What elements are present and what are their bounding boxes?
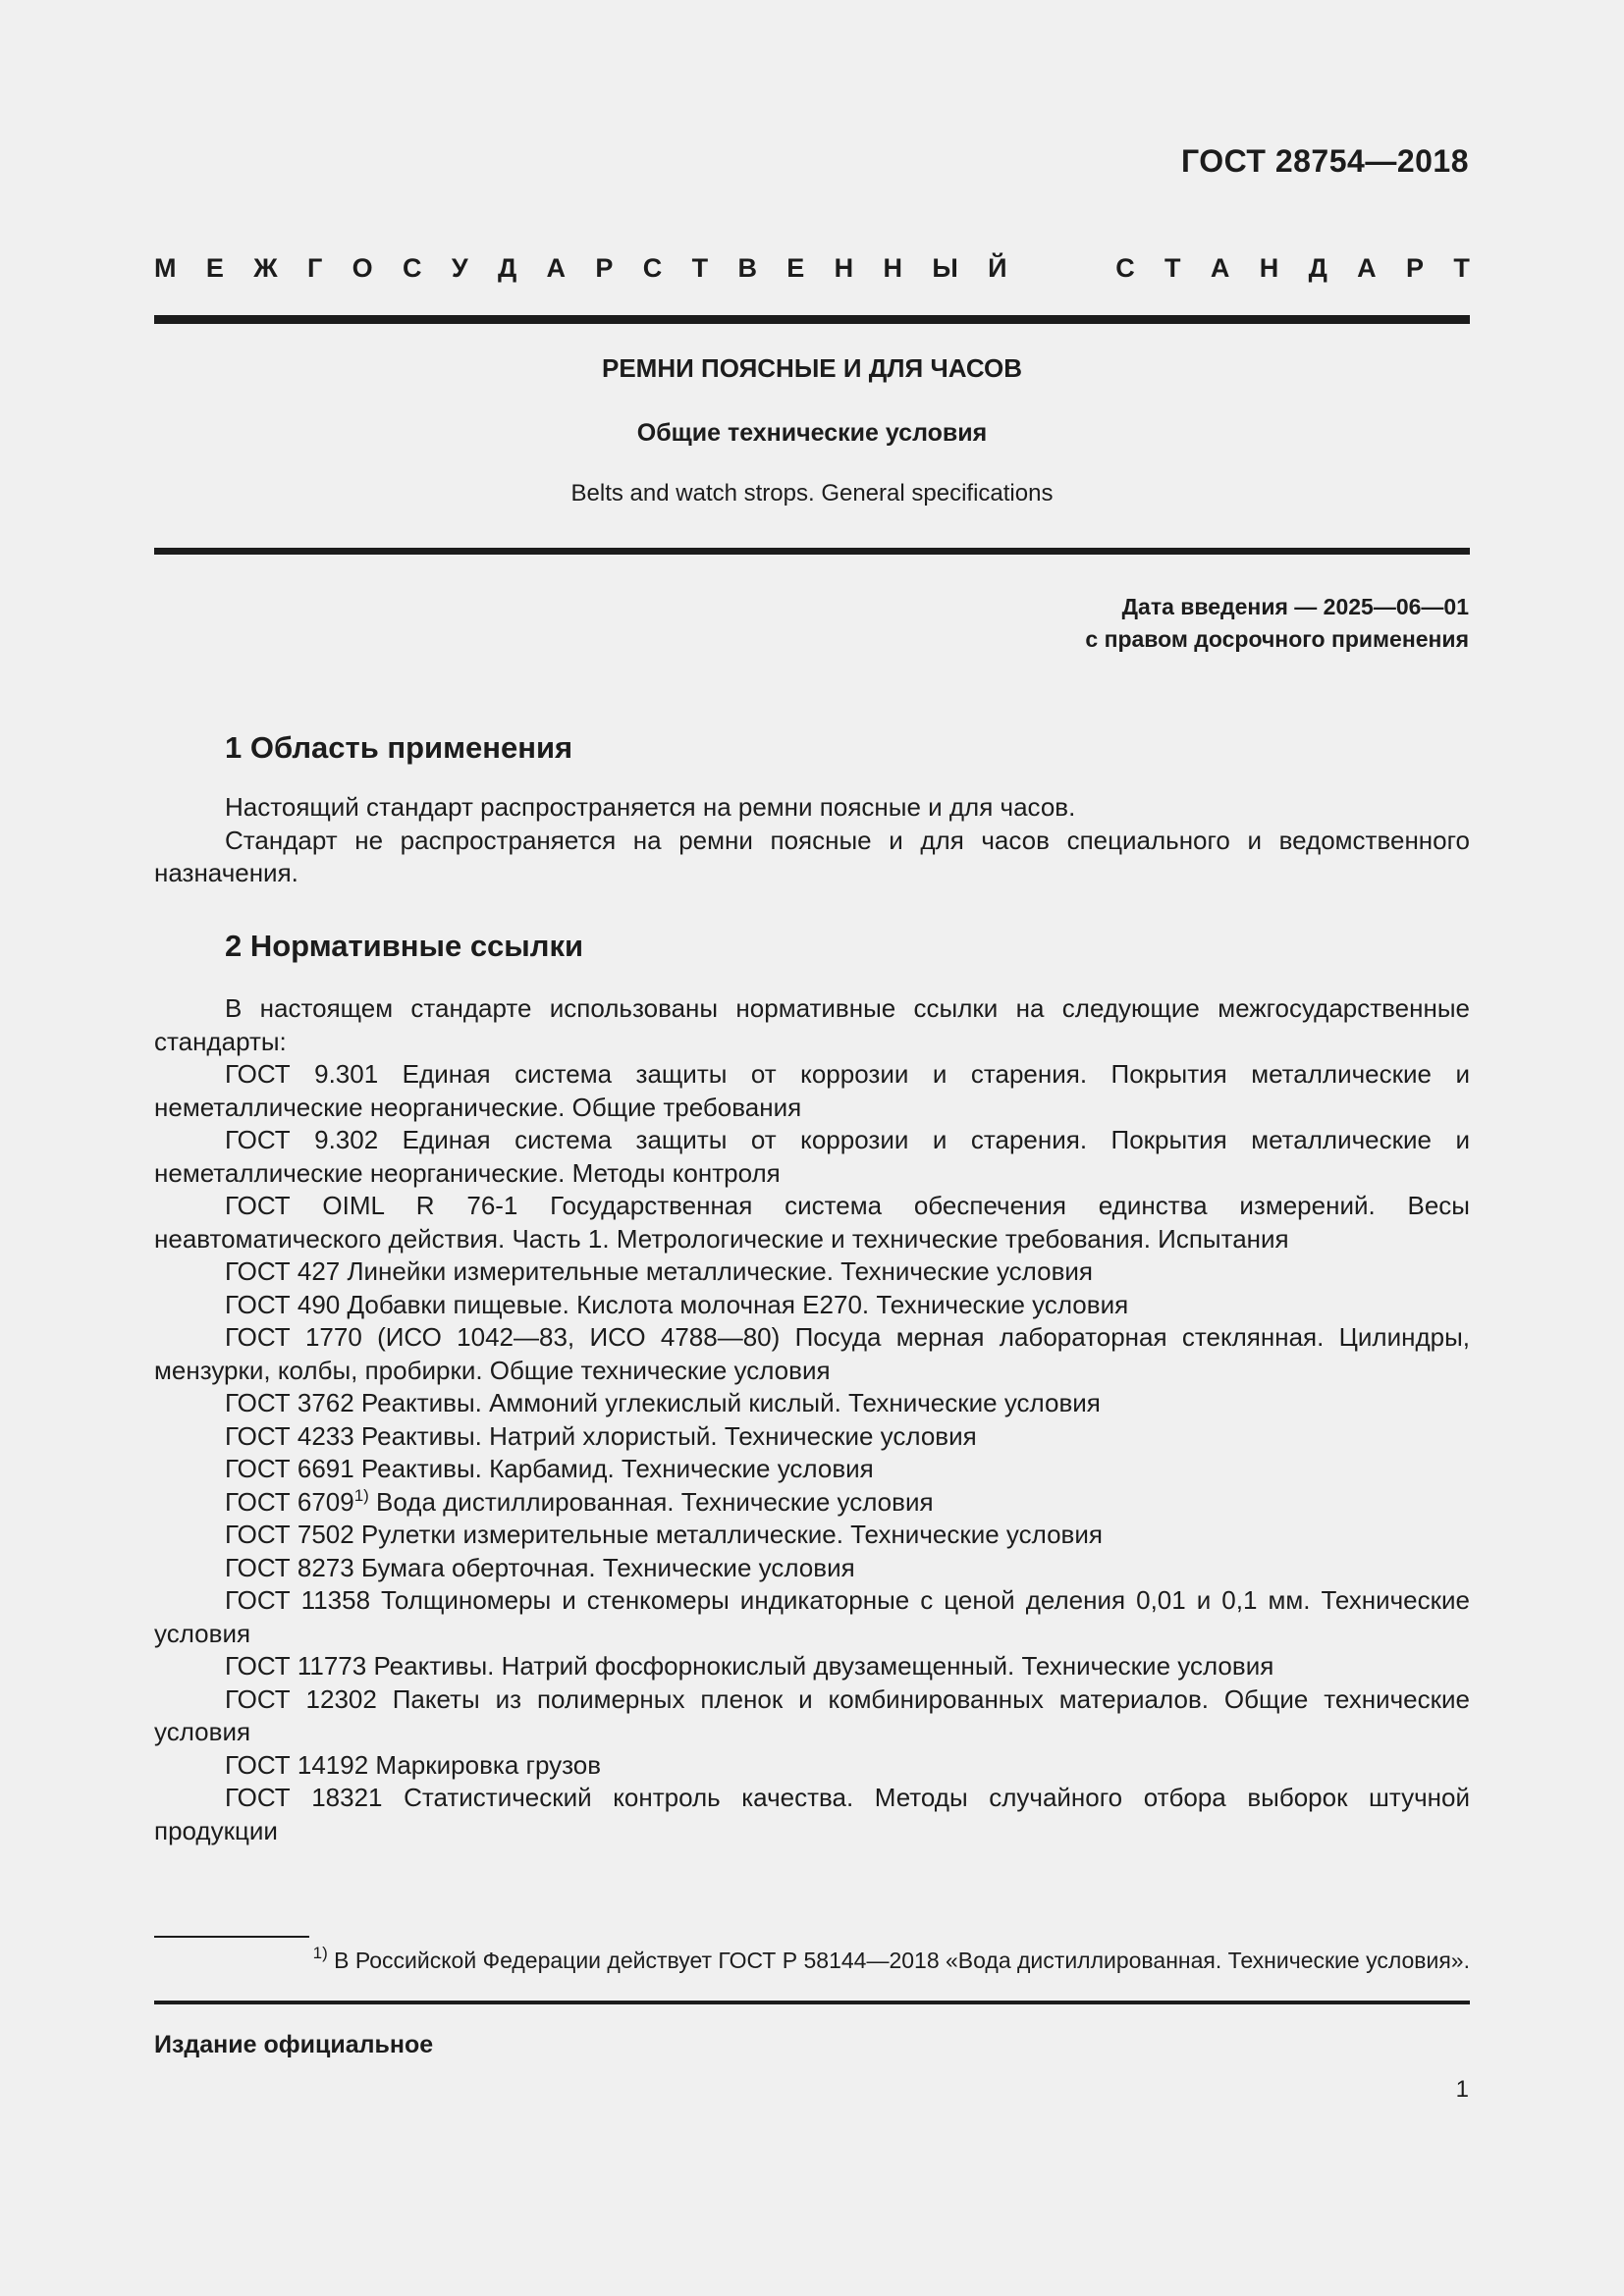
banner-letter: С	[642, 253, 663, 283]
banner-letter: Р	[1406, 253, 1425, 283]
footnote	[154, 1944, 1470, 1974]
reference-item: ГОСТ 427 Линейки измерительные металлические. Технические условия	[225, 1256, 1093, 1286]
section-1-heading: 1 Область применения	[225, 730, 573, 765]
footnote-marker[interactable]: 1)	[353, 1485, 369, 1505]
title-rule	[154, 548, 1470, 555]
reference-item: ГОСТ OIML R 76-1 Государственная система обеспечения единства измерений. Весы неавтоматического действия. Часть 1. Метрологические и технические требования. Испытания	[154, 1191, 1470, 1254]
footer-rule	[154, 2001, 1470, 2004]
banner-letter: Е	[205, 253, 224, 283]
banner-letter: Т	[1164, 253, 1181, 283]
footnote-text: В Российской Федерации действует ГОСТ Р 58144—2018 «Вода дистиллированная. Технические условия».	[327, 1948, 1470, 1973]
document-subtitle: Общие технические условия	[636, 419, 988, 447]
reference-item: ГОСТ 12302 Пакеты из полимерных пленок и комбинированных материалов. Общие технические условия	[154, 1683, 1470, 1746]
banner-letter: В	[737, 253, 757, 283]
reference-item: ГОСТ 4233 Реактивы. Натрий хлористый. Технические условия	[225, 1420, 977, 1451]
footnote-separator	[154, 1936, 309, 1938]
introduction-date-block	[1085, 591, 1469, 656]
banner-letter: Ы	[932, 253, 958, 283]
early-application-note: с правом досрочного применения	[1085, 626, 1469, 652]
reference-item: ГОСТ 7502 Рулетки измерительные металлические. Технические условия	[225, 1520, 1103, 1549]
reference-item: ГОСТ 14192 Маркировка грузов	[225, 1749, 602, 1780]
banner-letter: У	[451, 253, 468, 283]
header-rule	[154, 315, 1470, 324]
banner-letter: Н	[883, 253, 902, 283]
banner-letter: Г	[306, 253, 323, 283]
banner-letter: Н	[1259, 253, 1279, 283]
reference-item: ГОСТ 11773 Реактивы. Натрий фосфорнокислый двузамещенный. Технические условия	[225, 1651, 1274, 1681]
paragraph: Стандарт не распространяется на ремни поясные и для часов специального и ведомственного назначения.	[154, 825, 1470, 887]
banner-letter: Е	[786, 253, 805, 283]
banner-letter: С	[1115, 253, 1135, 283]
banner-letter: Й	[988, 253, 1007, 283]
banner-letter: Р	[595, 253, 614, 283]
reference-item: ГОСТ 9.301 Единая система защиты от коррозии и старения. Покрытия металлические и неметаллические неорганические. Общие требования	[154, 1059, 1470, 1122]
paragraph: В настоящем стандарте использованы нормативные ссылки на следующие межгосударственные стандарты:	[154, 993, 1470, 1056]
banner-letter: Д	[1308, 253, 1327, 283]
reference-item: ГОСТ 1770 (ИСО 1042—83, ИСО 4788—80) Посуда мерная лабораторная стеклянная. Цилиндры, мензурки, колбы, пробирки. Общие технические условия	[154, 1322, 1470, 1385]
reference-item: ГОСТ 3762 Реактивы. Аммоний углекислый кислый. Технические условия	[225, 1388, 1101, 1417]
banner-letter: Н	[834, 253, 854, 283]
section-2-body	[154, 992, 1470, 1847]
reference-item	[154, 1486, 1470, 1520]
reference-item: ГОСТ 490 Добавки пищевые. Кислота молочная E270. Технические условия	[225, 1289, 1129, 1319]
page-number: 1	[1455, 2076, 1469, 2103]
interstate-standard-banner	[154, 253, 1470, 284]
reference-item: ГОСТ 11358 Толщиномеры и стенкомеры индикаторные с ценой деления 0,01 и 0,1 мм. Технические условия	[154, 1585, 1470, 1648]
paragraph: Настоящий стандарт распространяется на ремни поясные и для часов.	[225, 792, 1076, 822]
introduction-date: Дата введения — 2025—06—01	[1121, 594, 1469, 619]
reference-item: ГОСТ 9.302 Единая система защиты от коррозии и старения. Покрытия металлические и неметаллические неорганические. Методы контроля	[154, 1125, 1470, 1188]
reference-code: ГОСТ 6709	[225, 1486, 354, 1517]
official-edition-label: Издание официальное	[154, 2031, 434, 2058]
banner-letter: Д	[497, 253, 517, 283]
banner-letter: А	[1357, 253, 1377, 283]
banner-word-gap	[1037, 253, 1086, 284]
document-title: РЕМНИ ПОЯСНЫЕ И ДЛЯ ЧАСОВ	[602, 353, 1022, 383]
section-2-heading: 2 Нормативные ссылки	[225, 929, 584, 963]
reference-item: ГОСТ 6691 Реактивы. Карбамид. Технические условия	[225, 1454, 874, 1483]
banner-letter: А	[1210, 253, 1230, 283]
reference-item: ГОСТ 8273 Бумага оберточная. Технические условия	[225, 1552, 855, 1582]
document-number: ГОСТ 28754—2018	[1180, 143, 1469, 179]
reference-item: ГОСТ 18321 Статистический контроль качества. Методы случайного отбора выборок штучной продукции	[154, 1783, 1470, 1845]
section-1-body	[154, 791, 1470, 890]
footnote-mark: 1)	[312, 1944, 328, 1962]
english-title: Belts and watch strops. General specifications	[570, 480, 1054, 507]
banner-letter: С	[402, 253, 422, 283]
banner-letter: Т	[1453, 253, 1470, 283]
banner-letter: А	[546, 253, 567, 283]
reference-text: Вода дистиллированная. Технические условия	[368, 1486, 934, 1517]
banner-letter: Т	[691, 253, 709, 283]
banner-letter: О	[352, 253, 373, 283]
banner-letter: Ж	[253, 253, 278, 283]
banner-letter: М	[154, 253, 177, 283]
